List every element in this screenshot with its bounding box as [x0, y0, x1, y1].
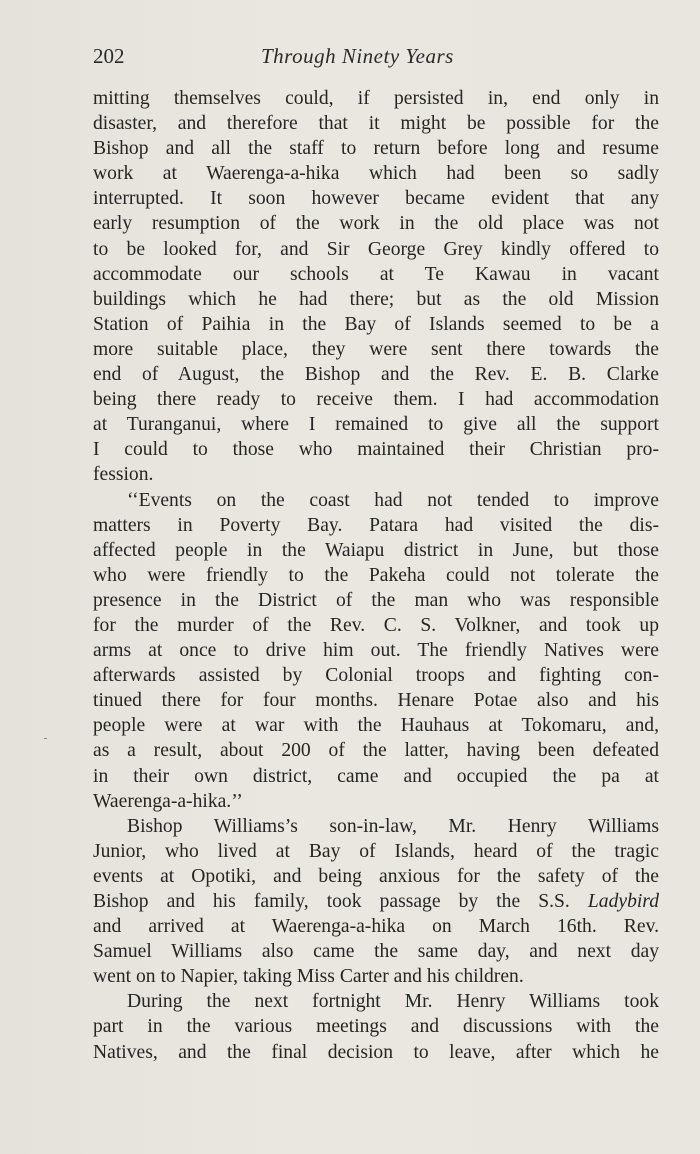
text-segment: Bishop and his family, took passage by the S.S.: [93, 891, 588, 912]
text-line: part in the various meetings and discussions with the: [93, 1016, 659, 1038]
text-line-with-italic: [93, 889, 659, 914]
running-title: Through Ninety Years: [261, 44, 454, 68]
text-line: I could to those who maintained their Christian pro-: [93, 439, 659, 461]
text-line: arms at once to drive him out. The friendly Natives were: [93, 640, 659, 662]
text-line: afterwards assisted by Colonial troops and fighting con-: [93, 665, 659, 687]
text-line: affected people in the Waiapu district in June, but those: [93, 539, 659, 561]
text-line: presence in the District of the man who was responsible: [93, 589, 659, 611]
text-line: Natives, and the final decision to leave, after which he: [93, 1041, 659, 1063]
text-line: events at Opotiki, and being anxious for the safety of the: [93, 865, 659, 887]
text-line: During the next fortnight Mr. Henry Williams took: [127, 991, 659, 1013]
text-line: people were at war with the Hauhaus at Tokomaru, and,: [93, 715, 659, 737]
text-line: Bishop and all the staff to return before long and resume: [93, 138, 659, 160]
text-line: Samuel Williams also came the same day, and next day: [93, 941, 659, 963]
body-text: [93, 86, 659, 1065]
text-line: in their own district, came and occupied the pa at: [93, 765, 659, 787]
text-line: Bishop Williams’s son-in-law, Mr. Henry Williams: [127, 815, 659, 837]
text-line: to be looked for, and Sir George Grey kindly offered to: [93, 238, 659, 260]
text-line: being there ready to receive them. I had accommodation: [93, 389, 659, 411]
text-line: Junior, who lived at Bay of Islands, heard of the tragic: [93, 840, 659, 862]
paragraph-1: [93, 86, 659, 488]
text-line: fession.: [93, 464, 154, 486]
text-line: ‘‘Events on the coast had not tended to improve: [127, 489, 659, 511]
text-line: interrupted. It soon however became evident that any: [93, 188, 659, 210]
ship-name: Ladybird: [587, 891, 659, 912]
text-line: who were friendly to the Pakeha could not tolerate the: [93, 564, 659, 586]
text-line: Waerenga-a-hika.’’: [93, 790, 243, 812]
text-line: early resumption of the work in the old place was not: [93, 213, 659, 235]
text-line: for the murder of the Rev. C. S. Volkner, and took up: [93, 614, 659, 636]
page-number: 202: [93, 44, 125, 68]
text-line: Station of Paihia in the Bay of Islands seemed to be a: [93, 313, 659, 335]
text-line: work at Waerenga-a-hika which had been so sadly: [93, 163, 659, 185]
text-line: and arrived at Waerenga-a-hika on March 16th. Rev.: [93, 916, 659, 938]
paragraph-2: [93, 488, 659, 814]
margin-mark: [44, 738, 47, 739]
text-line: more suitable place, they were sent there towards the: [93, 338, 659, 360]
page-header: [93, 44, 659, 72]
text-line: end of August, the Bishop and the Rev. E. B. Clarke: [93, 364, 659, 386]
text-line: mitting themselves could, if persisted in, end only in: [93, 88, 659, 109]
text-line: at Turanganui, where I remained to give all the support: [93, 414, 659, 436]
text-line: as a result, about 200 of the latter, having been defeated: [93, 740, 659, 762]
text-line: disaster, and therefore that it might be possible for the: [93, 113, 659, 135]
paragraph-3: [93, 814, 659, 990]
text-line: accommodate our schools at Te Kawau in vacant: [93, 263, 659, 285]
text-line: went on to Napier, taking Miss Carter and his children.: [93, 966, 524, 988]
text-line: buildings which he had there; but as the old Mission: [93, 288, 659, 310]
text-line: tinued there for four months. Henare Potae also and his: [93, 690, 659, 712]
text-line: matters in Poverty Bay. Patara had visited the dis-: [93, 514, 659, 536]
paragraph-4: [93, 989, 659, 1064]
